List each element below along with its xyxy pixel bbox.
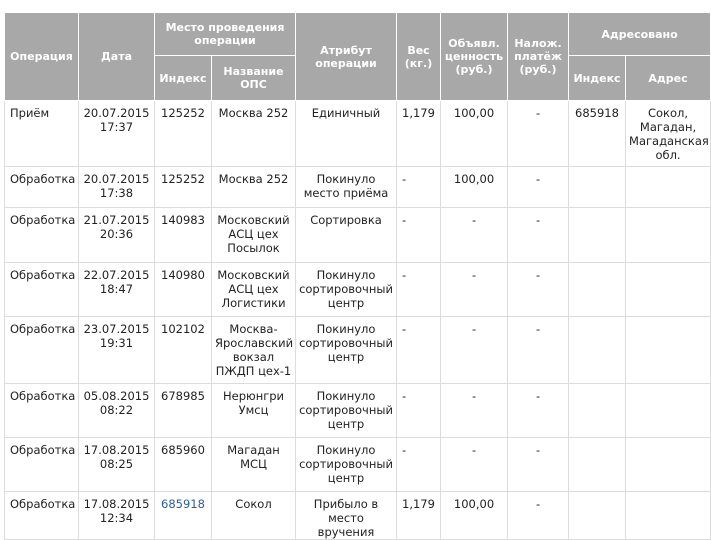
index-link[interactable]: 685918 [161,497,205,511]
cell-date [79,317,155,384]
cell-cod: - [508,101,569,167]
cell-declared: 100,00 [441,101,508,167]
cell-date-time: 12:34 [99,511,134,525]
cell-weight: - [397,317,441,384]
header-weight: Вес (кг.) [397,13,441,101]
cell-index: 125252 [155,167,212,208]
cell-index: 140980 [155,263,212,317]
cell-date [79,208,155,263]
cell-date [79,167,155,208]
cell-office: Москва 252 [212,167,296,208]
cell-cod: - [508,167,569,208]
cell-addr [626,317,711,384]
header-addr-index: Индекс [569,56,626,101]
header-date: Дата [79,13,155,101]
cell-date-day: 22.07.2015 [83,268,150,282]
cell-addr [626,492,711,540]
cell-operation: Обработка [5,208,79,263]
cell-addr [626,263,711,317]
cell-addr-index [569,317,626,384]
cell-office: Сокол [212,492,296,540]
table-row [5,317,711,384]
cell-date-day: 17.08.2015 [83,497,150,511]
cell-weight: 1,179 [397,492,441,540]
cell-declared: - [441,263,508,317]
cell-addr-index [569,438,626,492]
tracking-table [4,12,711,540]
cell-weight: 1,179 [397,101,441,167]
cell-cod: - [508,438,569,492]
cell-addr-index [569,263,626,317]
cell-date-time: 17:38 [99,186,134,200]
cell-attribute: Прибыло в место вручения [296,492,397,540]
cell-declared: 100,00 [441,492,508,540]
table-row [5,492,711,540]
table-row [5,384,711,438]
header-addressed: Адресовано [569,13,711,56]
header-declared-value: Объявл. ценность (руб.) [441,13,508,101]
header-index: Индекс [155,56,212,101]
cell-declared: - [441,317,508,384]
cell-operation: Обработка [5,492,79,540]
table-row [5,208,711,263]
cell-date [79,438,155,492]
cell-date-day: 21.07.2015 [83,213,150,227]
cell-date-time: 19:31 [99,336,134,350]
cell-cod: - [508,384,569,438]
header-operation: Операция [5,13,79,101]
cell-operation: Приём [5,101,79,167]
cell-date-time: 08:22 [99,403,134,417]
cell-weight: - [397,438,441,492]
cell-operation: Обработка [5,438,79,492]
cell-weight: - [397,167,441,208]
cell-attribute: Сортировка [296,208,397,263]
cell-office: Московский АСЦ цех Логистики [212,263,296,317]
table-row [5,101,711,167]
header-office-name: Название ОПС [212,56,296,101]
cell-addr [626,208,711,263]
cell-cod: - [508,492,569,540]
cell-date [79,384,155,438]
cell-addr-index [569,492,626,540]
table-row [5,167,711,208]
cell-weight: - [397,208,441,263]
cell-attribute: Покинуло сортировочный центр [296,317,397,384]
cell-date-time: 17:37 [99,120,134,134]
cell-cod: - [508,317,569,384]
cell-office: Магадан МСЦ [212,438,296,492]
cell-declared: - [441,208,508,263]
cell-cod: - [508,208,569,263]
cell-date-day: 17.08.2015 [83,443,150,457]
cell-date-day: 23.07.2015 [83,322,150,336]
cell-office: Москва-Ярославский вокзал ПЖДП цех-1 [212,317,296,384]
cell-addr-index [569,167,626,208]
cell-office: Московский АСЦ цех Посылок [212,208,296,263]
cell-operation: Обработка [5,167,79,208]
cell-operation: Обработка [5,263,79,317]
cell-date-day: 05.08.2015 [83,389,150,403]
cell-weight: - [397,384,441,438]
cell-declared: - [441,384,508,438]
cell-date-time: 20:36 [99,227,134,241]
cell-addr [626,384,711,438]
cell-attribute: Единичный [296,101,397,167]
cell-date-time: 08:25 [99,457,134,471]
cell-attribute: Покинуло сортировочный центр [296,438,397,492]
cell-index: 125252 [155,101,212,167]
cell-declared: 100,00 [441,167,508,208]
cell-addr-index [569,384,626,438]
cell-date-day: 20.07.2015 [83,172,150,186]
cell-index: 678985 [155,384,212,438]
cell-addr: Сокол, Магадан, Магаданская обл. [626,101,711,167]
cell-cod: - [508,263,569,317]
cell-index: 102102 [155,317,212,384]
cell-addr-index [569,208,626,263]
cell-date [79,263,155,317]
table-row [5,263,711,317]
header-cod: Налож. платёж (руб.) [508,13,569,101]
cell-index[interactable] [155,492,212,540]
cell-office: Москва 252 [212,101,296,167]
cell-addr [626,167,711,208]
cell-date [79,492,155,540]
header-place: Место проведения операции [155,13,296,56]
header-attribute: Атрибут операции [296,13,397,101]
header-addr-address: Адрес [626,56,711,101]
cell-date-day: 20.07.2015 [83,106,150,120]
cell-operation: Обработка [5,384,79,438]
cell-attribute: Покинуло сортировочный центр [296,263,397,317]
cell-date [79,101,155,167]
cell-index: 685960 [155,438,212,492]
cell-date-time: 18:47 [99,282,134,296]
cell-weight: - [397,263,441,317]
cell-attribute: Покинуло место приёма [296,167,397,208]
table-row [5,438,711,492]
cell-operation: Обработка [5,317,79,384]
cell-office: Нерюнгри Умсц [212,384,296,438]
cell-declared: - [441,438,508,492]
cell-addr-index: 685918 [569,101,626,167]
cell-index: 140983 [155,208,212,263]
cell-addr [626,438,711,492]
cell-attribute: Покинуло сортировочный центр [296,384,397,438]
